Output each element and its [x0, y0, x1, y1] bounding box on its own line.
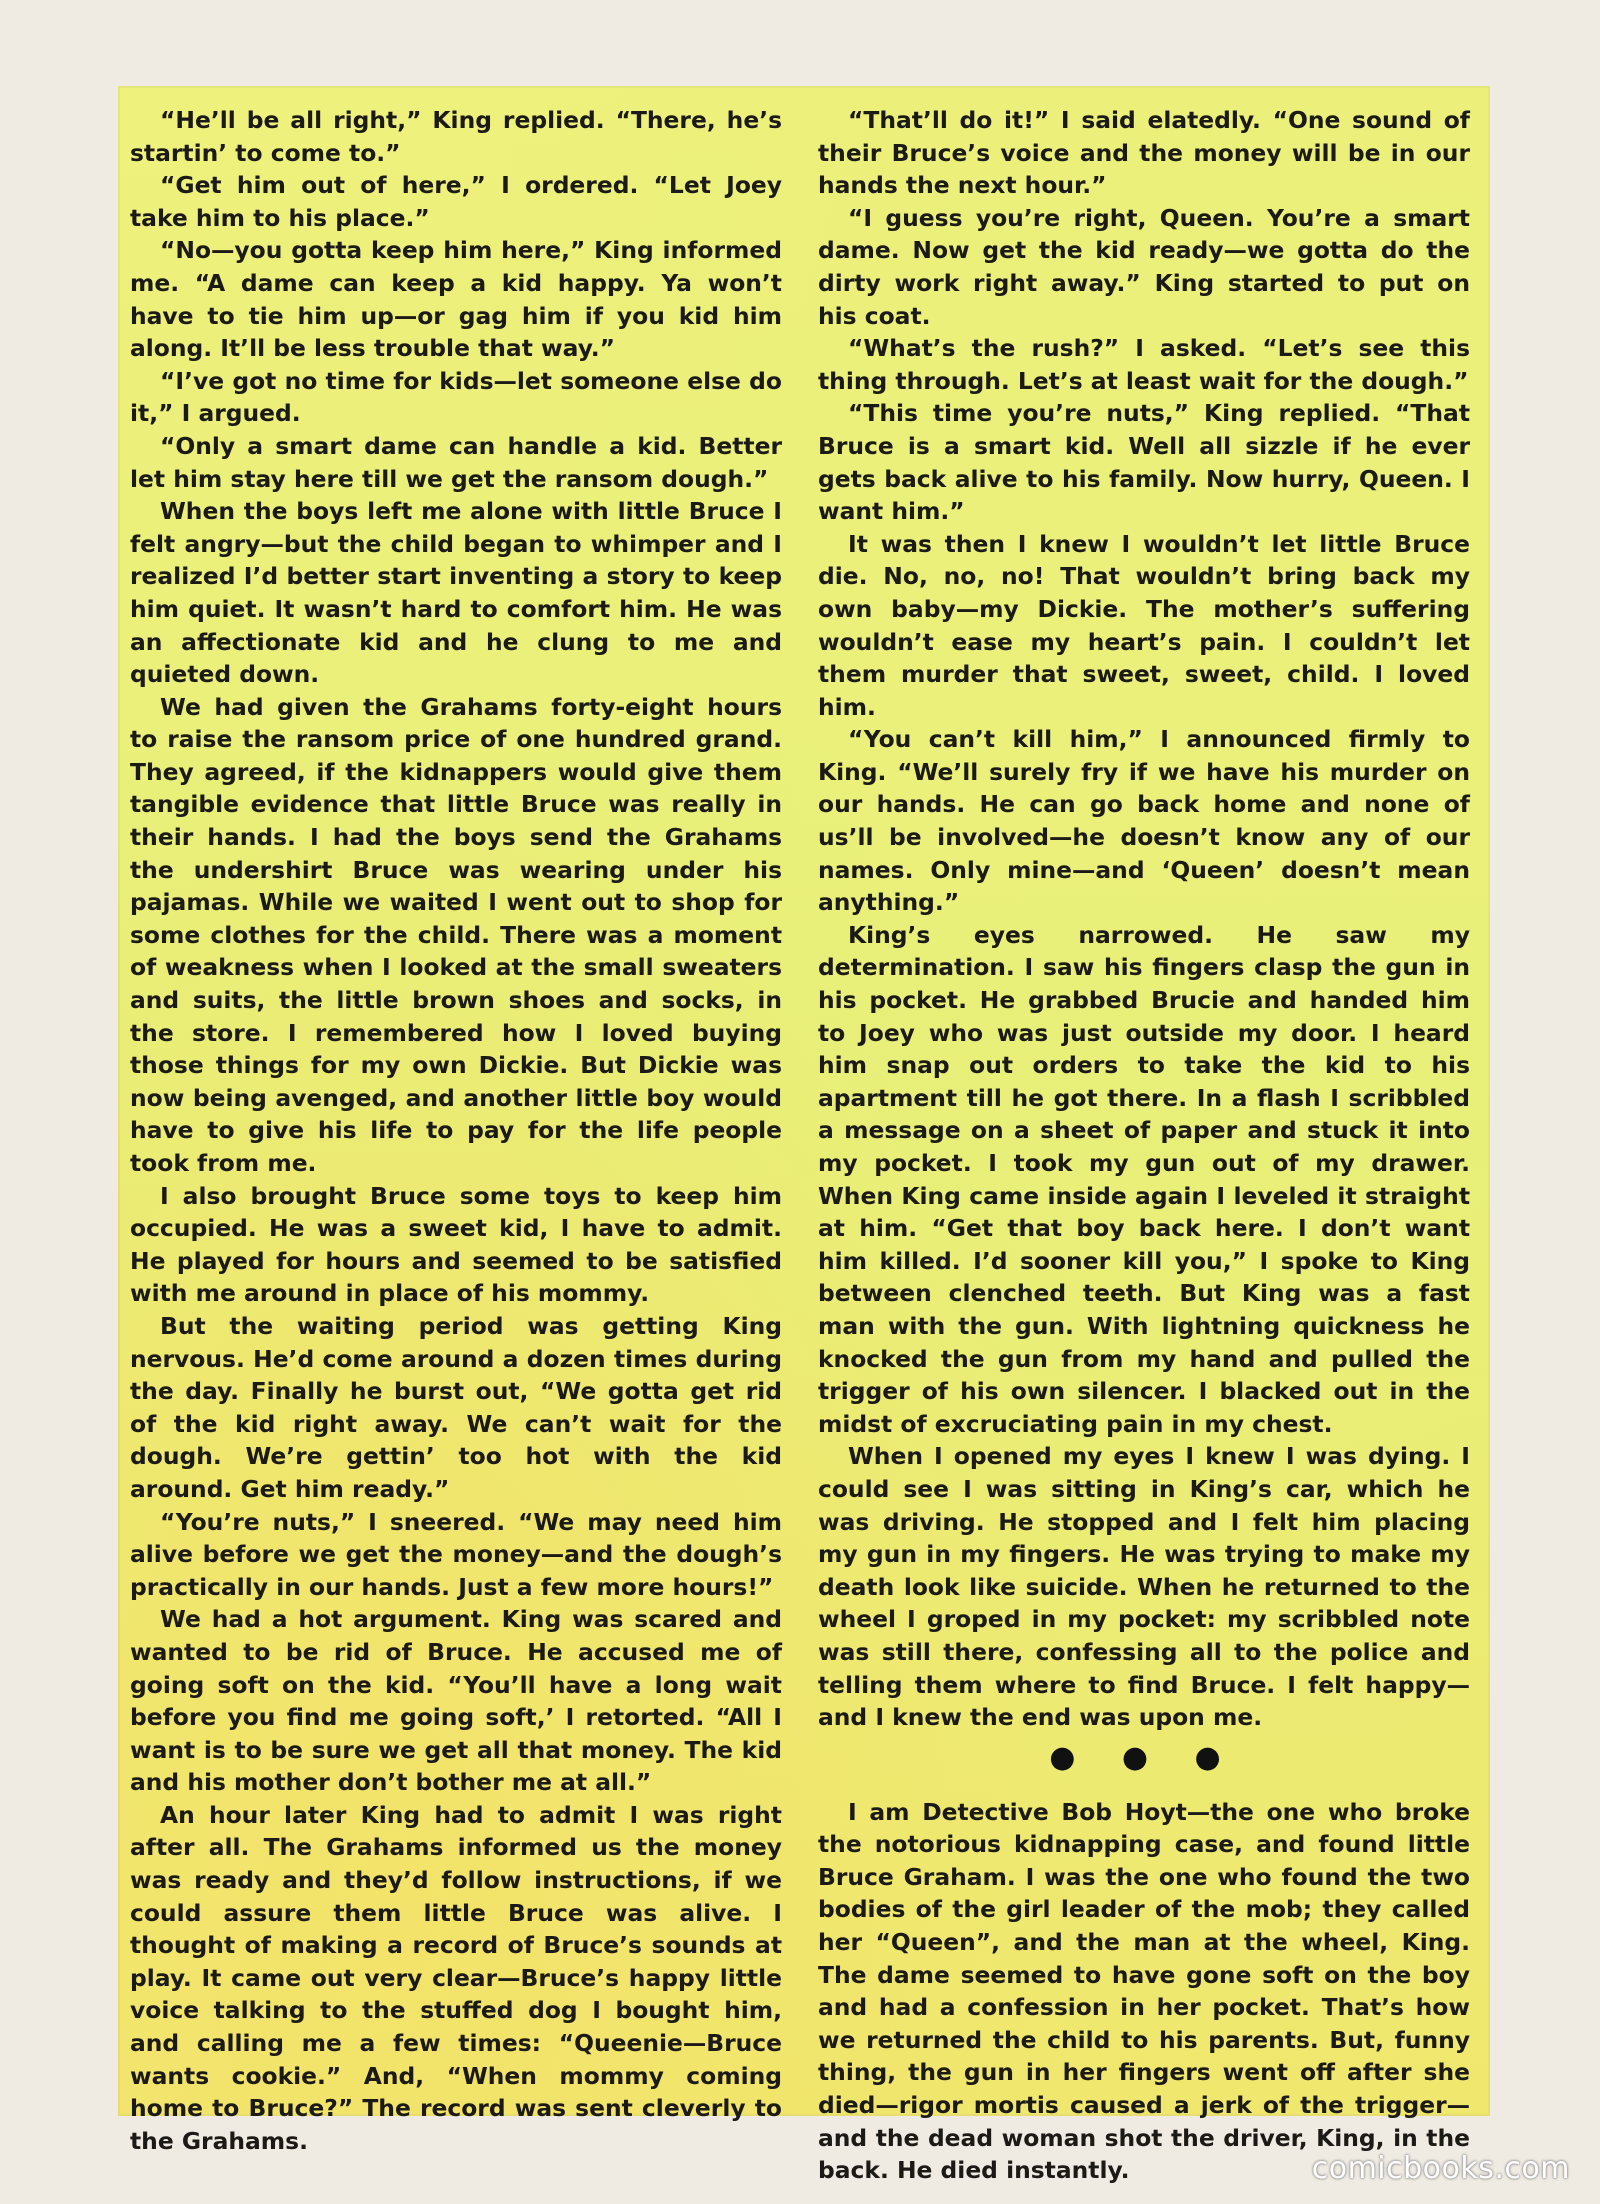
- section-divider: ● ● ●: [1049, 1739, 1239, 1775]
- paragraph: When I opened my eyes I knew I was dying. I could see I was sitting in King’s car, which he was driving. He stopped and I felt him placing my gun in my fingers. He was trying to make my death look like suicide. When he returned to the wheel I groped in my pocket: my scribbled note was still there, confessing all to the police and telling them where to find Bruce. I felt happy—and I knew the end was upon me.: [818, 1442, 1470, 1732]
- paragraph: “You’re nuts,” I sneered. “We may need him alive before we get the money—and the dough’s practically in our hands. Just a few more hours!”: [130, 1507, 782, 1601]
- paragraph: I am Detective Bob Hoyt—the one who broke the notorious kidnapping case, and found little Bruce Graham. I was the one who found the two bodies of the girl leader of the mob; they called her “Queen”, and the man at the wheel, King. The dame seemed to have gone soft on the boy and had a confession in her pocket. That’s how we returned the child to his parents. But, funny thing, the gun in her fingers went off after she died—rigor mortis caused a jerk of the trigger—and the dead woman shot the driver, King, in the back. He died instantly.: [818, 1797, 1470, 2185]
- paragraph: “No—you gotta keep him here,” King informed me. “A dame can keep a kid happy. Ya won’t have to tie him up—or gag him if you kid him along. It’ll be less trouble that way.”: [130, 236, 782, 363]
- paragraph: “Get him out of here,” I ordered. “Let Joey take him to his place.”: [130, 171, 782, 232]
- paragraph: “Only a smart dame can handle a kid. Better let him stay here till we get the ransom dough.”: [130, 431, 782, 493]
- paragraph: We had given the Grahams forty-eight hours to raise the ransom price of one hundred grand. They agreed, if the kidnappers would give them tangible evidence that little Bruce was really in their hands. I had the boys send the Grahams the undershirt Bruce was wearing under his pajamas. While we waited I went out to shop for some clothes for the child. There was a moment of weakness when I looked at the small sweaters and suits, the little brown shoes and socks, in the store. I remembered how I loved buying those things for my own Dickie. But Dickie was now being avenged, and another little boy would have to give his life to pay for the life people took from me.: [130, 692, 782, 1177]
- paragraph: An hour later King had to admit I was right after all. The Grahams informed us the money was ready and they’d follow instructions, if we could assure them little Bruce was alive. I thought of making a record of Bruce’s sounds at play. It came out very clear—Bruce’s happy little voice talking to the stuffed dog I bought him, and calling me a few times: “Queenie—Bruce wants cookie.” And, “When mommy coming home to Bruce?” The record was sent cleverly to the Grahams.: [130, 1800, 782, 2155]
- paragraph: King’s eyes narrowed. He saw my determination. I saw his fingers clasp the gun in his pocket. He grabbed Brucie and handed him to Joey who was just outside my door. I heard him snap out orders to take the kid to his apartment till he got there. In a flash I scribbled a message on a sheet of paper and stuck it into my pocket. I took my gun out of my drawer. When King came inside again I leveled it straight at him. “Get that boy back here. I don’t want him killed. I’d sooner kill you,” I spoke to King between clenched teeth. But King was a fast man with the gun. With lightning quickness he knocked the gun from my hand and pulled the trigger of his own silencer. I blacked out in the midst of excruciating pain in my chest.: [818, 920, 1470, 1438]
- paragraph: I also brought Bruce some toys to keep him occupied. He was a sweet kid, I have to admit. He played for hours and seemed to be satisfied with me around in place of his mommy.: [130, 1181, 782, 1308]
- paragraph: We had a hot argument. King was scared and wanted to be rid of Bruce. He accused me of going soft on the kid. “You’ll have a long wait before you find me going soft,’ I retorted. “All I want is to be sure we get all that money. The kid and his mother don’t bother me at all.”: [130, 1605, 782, 1797]
- paragraph: But the waiting period was getting King nervous. He’d come around a dozen times during the day. Finally he burst out, “We gotta get rid of the kid right away. We can’t wait for the dough. We’re gettin’ too hot with the kid around. Get him ready.”: [130, 1311, 782, 1503]
- site-watermark: comicbooks.com: [1311, 2151, 1570, 2186]
- paragraph: “You can’t kill him,” I announced firmly to King. “We’ll surely fry if we have his murder on our hands. He can go back home and none of us’ll be involved—he doesn’t know any of our names. Only mine—and ‘Queen’ doesn’t mean anything.”: [818, 725, 1470, 917]
- paragraph: “He’ll be all right,” King replied. “There, he’s startin’ to come to.”: [130, 106, 782, 167]
- right-text-column: [818, 104, 1470, 2187]
- left-text-column: [130, 104, 782, 2157]
- paragraph: “I guess you’re right, Queen. You’re a smart dame. Now get the kid ready—we gotta do the dirty work right away.” King started to put on his coat.: [818, 203, 1470, 330]
- paragraph: When the boys left me alone with little Bruce I felt angry—but the child began to whimper and I realized I’d better start inventing a story to keep him quiet. It wasn’t hard to comfort him. He was an affectionate kid and he clung to me and quieted down.: [130, 497, 782, 689]
- paragraph: “This time you’re nuts,” King replied. “That Bruce is a smart kid. Well all sizzle if he ever gets back alive to his family. Now hurry, Queen. I want him.”: [818, 399, 1470, 526]
- paragraph: “What’s the rush?” I asked. “Let’s see this thing through. Let’s at least wait for the dough.”: [818, 334, 1470, 395]
- paragraph: “I’ve got no time for kids—let someone else do it,” I argued.: [130, 366, 782, 428]
- paragraph: It was then I knew I wouldn’t let little Bruce die. No, no, no! That wouldn’t bring back my own baby—my Dickie. The mother’s suffering wouldn’t ease my heart’s pain. I couldn’t let them murder that sweet, sweet, child. I loved him.: [818, 529, 1470, 721]
- paragraph: “That’ll do it!” I said elatedly. “One sound of their Bruce’s voice and the money will be in our hands the next hour.”: [818, 106, 1470, 200]
